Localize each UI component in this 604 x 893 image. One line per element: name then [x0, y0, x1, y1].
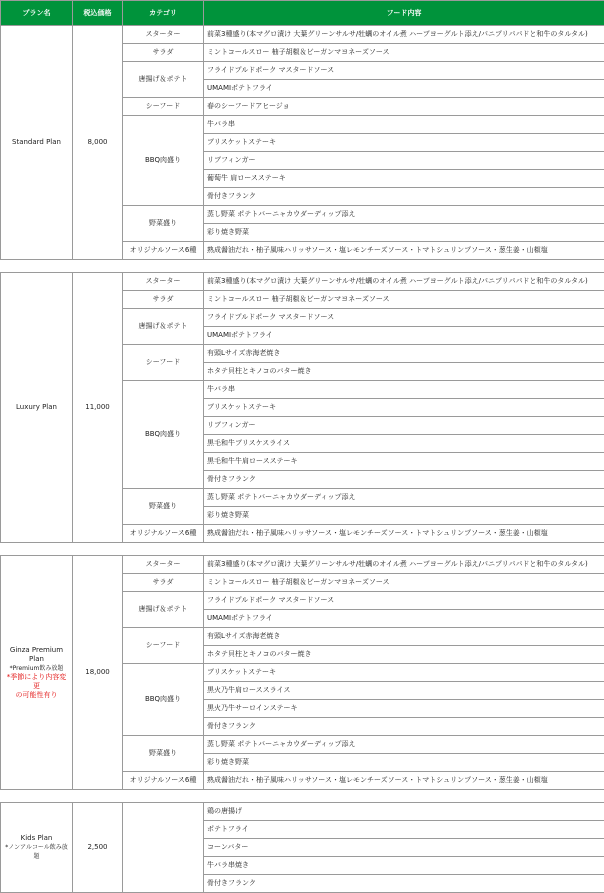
plan-price-ginza: 18,000 — [73, 556, 123, 790]
header-plan: プラン名 — [1, 1, 73, 26]
food-item: ミントコールスロー 柚子胡椒＆ビーガンマヨネーズソース — [204, 574, 604, 592]
food-item: ポテトフライ — [204, 821, 604, 839]
category-sauce: オリジナルソース6種 — [123, 242, 204, 260]
food-item: 彩り焼き野菜 — [204, 754, 604, 772]
category-fried: 唐揚げ＆ポテト — [123, 62, 204, 98]
plan-title: Ginza Premium Plan — [10, 646, 63, 663]
header-category: カテゴリ — [123, 1, 204, 26]
category-empty — [123, 803, 204, 893]
food-item: UMAMIポテトフライ — [204, 80, 604, 98]
plan-spacer — [1, 543, 604, 556]
food-item: 黒毛和牛牛肩ロースステーキ — [204, 453, 604, 471]
header-food: フード内容 — [204, 1, 604, 26]
table-header-row — [1, 1, 604, 26]
food-item: UMAMIポテトフライ — [204, 327, 604, 345]
food-item: 蒸し野菜 ポテトバーニャカウダーディップ添え — [204, 206, 604, 224]
food-item: フライドプルドポーク マスタードソース — [204, 62, 604, 80]
food-item: 黒毛和牛ブリスケスライス — [204, 435, 604, 453]
category-bbq: BBQ肉盛り — [123, 664, 204, 736]
food-item: 前菜3種盛り(本マグロ漬け 大葉グリーンサルサ/牡蠣のオイル煮 ハーブヨーグルト添え/パニプリパパドと和牛のタルタル) — [204, 273, 604, 291]
table-row — [1, 26, 604, 44]
food-item: 黒火乃牛サーロインステーキ — [204, 700, 604, 718]
category-starter: スターター — [123, 26, 204, 44]
category-fried: 唐揚げ＆ポテト — [123, 309, 204, 345]
food-item: 牛バラ串 — [204, 381, 604, 399]
food-item: 有頭Lサイズ赤海老焼き — [204, 628, 604, 646]
plan-warning: の可能性有り — [4, 691, 69, 700]
food-item: 有頭Lサイズ赤海老焼き — [204, 345, 604, 363]
food-item: フライドプルドポーク マスタードソース — [204, 592, 604, 610]
plan-note: *Premium飲み放題 — [4, 664, 69, 673]
food-item: 葡萄牛 肩ロースステーキ — [204, 170, 604, 188]
category-bbq: BBQ肉盛り — [123, 381, 204, 489]
food-item: ブリスケットステーキ — [204, 134, 604, 152]
food-item: 骨付きフランク — [204, 718, 604, 736]
plan-warning: *季節により内容変更 — [4, 673, 69, 691]
category-salad: サラダ — [123, 291, 204, 309]
food-item: 牛バラ串焼き — [204, 857, 604, 875]
plan-spacer — [1, 790, 604, 803]
food-item: UMAMIポテトフライ — [204, 610, 604, 628]
plan-price-luxury: 11,000 — [73, 273, 123, 543]
table-row — [1, 273, 604, 291]
food-item: コーンバター — [204, 839, 604, 857]
food-item: 熟成醤油だれ・柚子風味ハリッサソース・塩レモンチーズソース・トマトシュリンプソース・葱生姜・山椒塩 — [204, 242, 604, 260]
category-seafood: シーフード — [123, 345, 204, 381]
plan-price-kids: 2,500 — [73, 803, 123, 893]
plan-name-ginza — [1, 556, 73, 790]
plan-price-standard: 8,000 — [73, 26, 123, 260]
food-item: ホタテ貝柱とキノコのバター焼き — [204, 646, 604, 664]
category-salad: サラダ — [123, 574, 204, 592]
food-item: リブフィンガー — [204, 152, 604, 170]
food-item: 黒火乃牛肩ローススライス — [204, 682, 604, 700]
food-item: 鶏の唐揚げ — [204, 803, 604, 821]
food-item: 蒸し野菜 ポテトバーニャカウダーディップ添え — [204, 489, 604, 507]
category-seafood: シーフード — [123, 98, 204, 116]
food-item: ホタテ貝柱とキノコのバター焼き — [204, 363, 604, 381]
food-item: 骨付きフランク — [204, 471, 604, 489]
food-item: 前菜3種盛り(本マグロ漬け 大葉グリーンサルサ/牡蠣のオイル煮 ハーブヨーグルト添え/パニプリパパドと和牛のタルタル) — [204, 556, 604, 574]
table-row — [1, 803, 604, 821]
food-item: 春のシーフードアヒージョ — [204, 98, 604, 116]
food-item: 熟成醤油だれ・柚子風味ハリッサソース・塩レモンチーズソース・トマトシュリンプソース・葱生姜・山椒塩 — [204, 772, 604, 790]
food-item: 牛バラ串 — [204, 116, 604, 134]
category-sauce: オリジナルソース6種 — [123, 772, 204, 790]
food-item: ミントコールスロー 柚子胡椒＆ビーガンマヨネーズソース — [204, 44, 604, 62]
category-bbq: BBQ肉盛り — [123, 116, 204, 206]
food-item: ブリスケットステーキ — [204, 399, 604, 417]
category-starter: スターター — [123, 273, 204, 291]
category-salad: サラダ — [123, 44, 204, 62]
food-item: 熟成醤油だれ・柚子風味ハリッサソース・塩レモンチーズソース・トマトシュリンプソース・葱生姜・山椒塩 — [204, 525, 604, 543]
food-item: フライドプルドポーク マスタードソース — [204, 309, 604, 327]
plan-title: Kids Plan — [21, 834, 53, 842]
food-item: 蒸し野菜 ポテトバーニャカウダーディップ添え — [204, 736, 604, 754]
plan-spacer — [1, 260, 604, 273]
header-price: 税込価格 — [73, 1, 123, 26]
food-item: 彩り焼き野菜 — [204, 224, 604, 242]
food-item: 前菜3種盛り(本マグロ漬け 大葉グリーンサルサ/牡蠣のオイル煮 ハーブヨーグルト添え/パニプリパパドと和牛のタルタル) — [204, 26, 604, 44]
category-fried: 唐揚げ＆ポテト — [123, 592, 204, 628]
category-veg: 野菜盛り — [123, 736, 204, 772]
plan-name-luxury: Luxury Plan — [1, 273, 73, 543]
table-row — [1, 556, 604, 574]
food-item: 骨付きフランク — [204, 188, 604, 206]
food-item: ブリスケットステーキ — [204, 664, 604, 682]
category-starter: スターター — [123, 556, 204, 574]
plan-name-kids — [1, 803, 73, 893]
category-veg: 野菜盛り — [123, 489, 204, 525]
food-item: 彩り焼き野菜 — [204, 507, 604, 525]
food-item: 骨付きフランク — [204, 875, 604, 893]
category-seafood: シーフード — [123, 628, 204, 664]
food-item: ミントコールスロー 柚子胡椒＆ビーガンマヨネーズソース — [204, 291, 604, 309]
category-veg: 野菜盛り — [123, 206, 204, 242]
category-sauce: オリジナルソース6種 — [123, 525, 204, 543]
plan-name-standard: Standard Plan — [1, 26, 73, 260]
plan-note: *ノンアルコール飲み放題 — [4, 843, 69, 861]
food-item: リブフィンガー — [204, 417, 604, 435]
